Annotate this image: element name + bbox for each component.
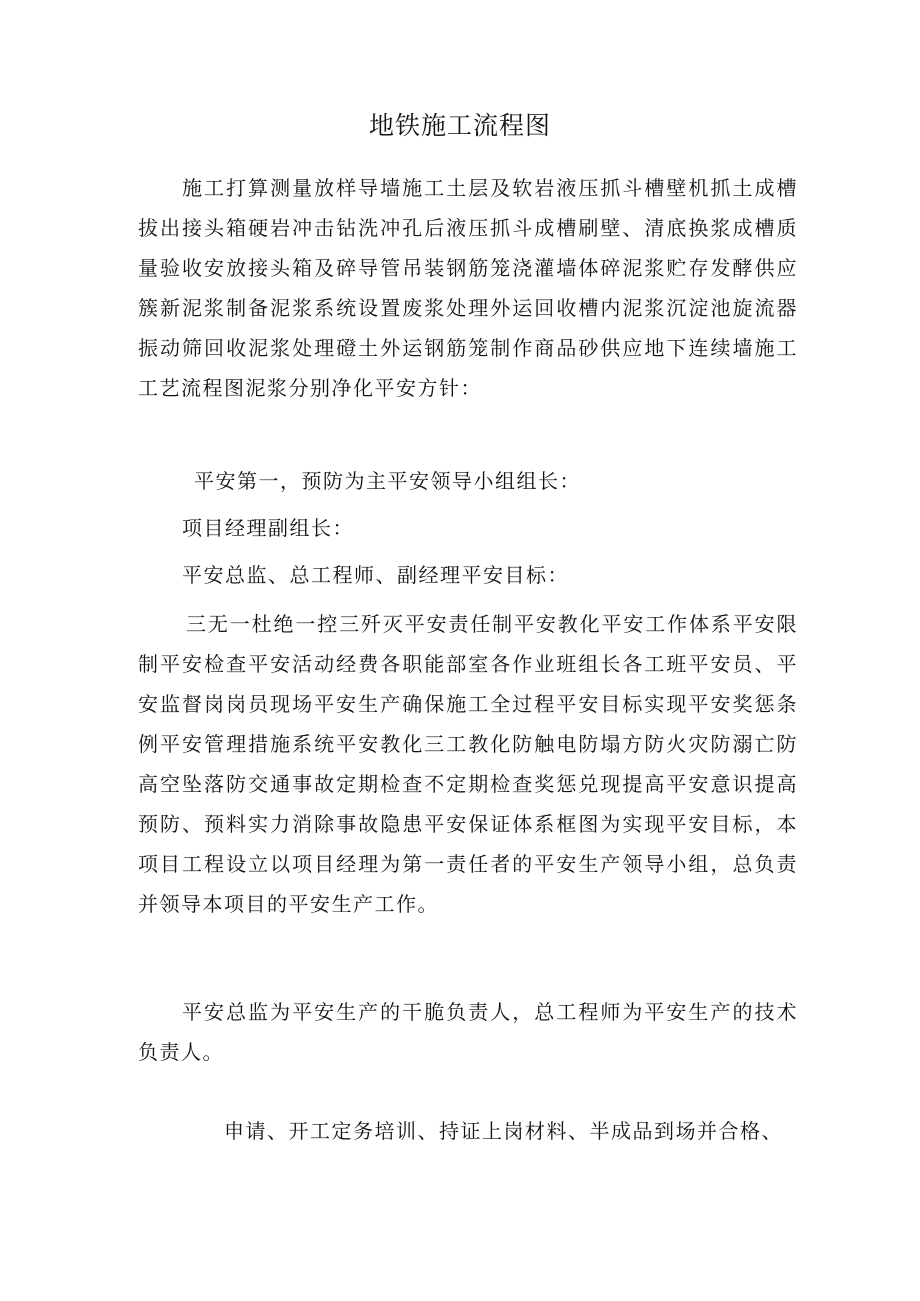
paragraph-project-manager: 项目经理副组长： (182, 516, 354, 540)
paragraph-construction-process: 施工打算测量放样导墙施工土层及软岩液压抓斗槽壁机抓土成槽拔出接头箱硬岩冲击钻洗冲孔后液压抓斗成槽刷壁、清底换浆成槽质量验收安放接头箱及碎导管吊装钢筋笼浇灌墙体碎泥浆贮存发酵供应簇新泥浆制备泥浆系统设置废浆处理外运回收槽内泥浆沉淀池旋流器振动筛回收泥浆处理磴土外运钢筋笼制作商品砂供应地下连续墙施工工艺流程图泥浆分别净化平安方针： (138, 176, 798, 400)
paragraph-safety-system: 三无一杜绝一控三歼灭平安责任制平安教化平安工作体系平安限制平安检查平安活动经费各职能部室各作业班组长各工班平安员、平安监督岗岗员现场平安生产确保施工全过程平安目标实现平安奖惩条例平安管理措施系统平安教化三工教化防触电防塌方防火灾防溺亡防高空坠落防交通事故定期检查不定期检查奖惩兑现提高平安意识提高预防、预料实力消除事故隐患平安保证体系框图为实现平安目标，本项目工程设立以项目经理为第一责任者的平安生产领导小组，总负责并领导本项目的平安生产工作。 (138, 612, 798, 916)
paragraph-safety-policy: 平安第一，预防为主平安领导小组组长： (194, 469, 581, 493)
paragraph-responsibility: 平安总监为平安生产的干脆负责人，总工程师为平安生产的技术负责人。 (138, 1000, 798, 1064)
document-title: 地铁施工流程图 (368, 111, 551, 140)
paragraph-application: 申请、开工定务培训、持证上岗材料、半成品到场并合格、 (224, 1119, 783, 1143)
paragraph-safety-director: 平安总监、总工程师、副经理平安目标： (182, 563, 569, 587)
